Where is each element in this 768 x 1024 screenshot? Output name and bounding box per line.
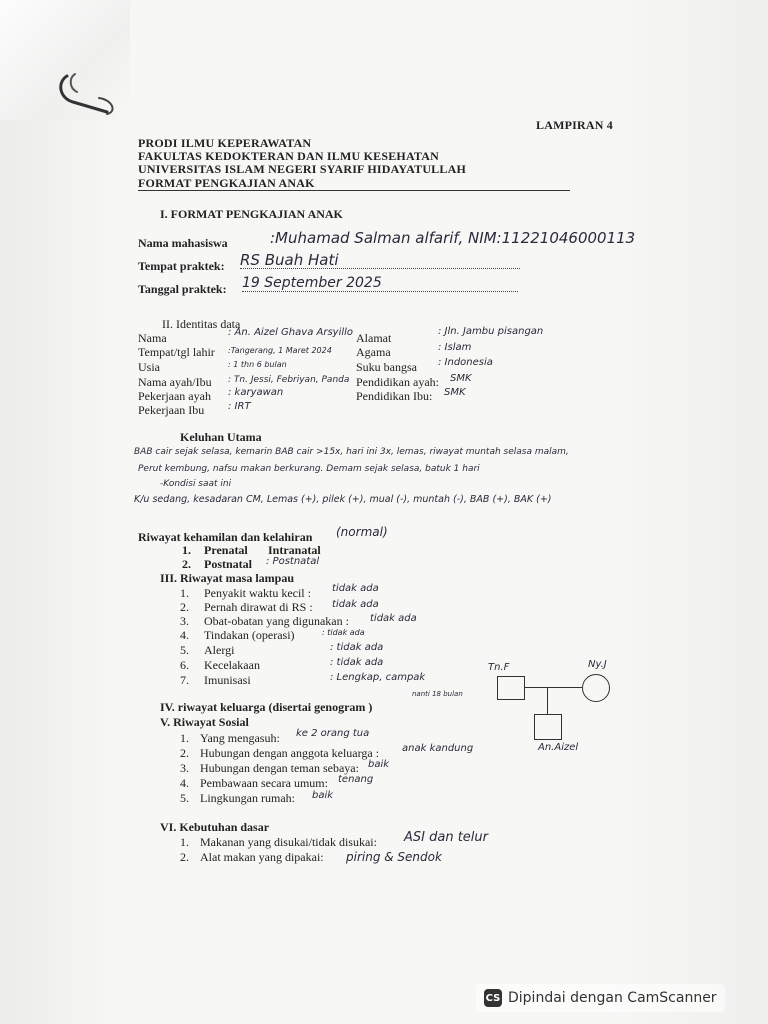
genogram-marriage-line bbox=[524, 687, 582, 688]
masa-lampau-value-5: : tidak ada bbox=[330, 642, 384, 653]
sosial-num-3: 3. bbox=[180, 761, 189, 775]
masa-lampau-value-1: tidak ada bbox=[332, 583, 379, 594]
identitas-usia-value: : 1 thn 6 bulan bbox=[228, 360, 287, 369]
keluhan-line2: Perut kembung, nafsu makan berkurang. Demam sejak selasa, batuk 1 hari bbox=[138, 464, 480, 474]
camscanner-text: Dipindai dengan CamScanner bbox=[508, 990, 717, 1006]
masa-lampau-value-2: tidak ada bbox=[332, 599, 379, 610]
kebutuhan-value-2: piring & Sendok bbox=[346, 850, 442, 864]
sosial-label-3: Hubungan dengan teman sebaya: bbox=[200, 761, 359, 775]
masa-lampau-label-4: Tindakan (operasi) bbox=[204, 628, 295, 642]
masa-lampau-label-5: Alergi bbox=[204, 643, 235, 657]
header-universitas: UNIVERSITAS ISLAM NEGERI SYARIF HIDAYATULLAH bbox=[138, 162, 466, 176]
kehamilan-title: Riwayat kehamilan dan kelahiran bbox=[138, 530, 313, 544]
masa-lampau-num-2: 2. bbox=[180, 600, 189, 614]
masa-lampau-value-3: tidak ada bbox=[370, 613, 417, 624]
identitas-agama-label: Agama bbox=[356, 345, 391, 359]
identitas-pek-ayah-value: : karyawan bbox=[228, 387, 284, 398]
identitas-nama-value: : An. Aizel Ghava Arsyillo bbox=[228, 327, 354, 338]
sosial-label-2: Hubungan dengan anggota keluarga : bbox=[200, 746, 380, 760]
sosial-label-4: Pembawaan secara umum: bbox=[200, 776, 328, 790]
masa-lampau-num-5: 5. bbox=[180, 643, 189, 657]
masa-lampau-label-6: Kecelakaan bbox=[204, 658, 260, 672]
identitas-pend-ayah-value: SMK bbox=[450, 373, 472, 384]
kehamilan-postnatal-value: : Postnatal bbox=[266, 556, 320, 567]
camscanner-watermark bbox=[476, 984, 725, 1012]
identitas-suku-value: : Indonesia bbox=[438, 357, 493, 368]
identitas-pend-ayah-label: Pendidikan ayah: bbox=[356, 375, 439, 389]
tempat-praktek-value: RS Buah Hati bbox=[240, 251, 339, 269]
kehamilan-item2-num: 2. bbox=[182, 557, 191, 571]
genogram-mother-label: Ny.J bbox=[588, 659, 607, 670]
identitas-pend-ibu-value: SMK bbox=[444, 387, 466, 398]
keluhan-title: Keluhan Utama bbox=[180, 430, 262, 444]
identitas-alamat-label: Alamat bbox=[356, 331, 392, 345]
sosial-value-5: baik bbox=[312, 790, 334, 801]
identitas-pek-ibu-value: : IRT bbox=[228, 401, 251, 412]
genogram-father-box bbox=[497, 676, 525, 700]
identitas-ortu-label: Nama ayah/Ibu bbox=[138, 375, 212, 389]
identitas-alamat-value: : Jln. Jambu pisangan bbox=[438, 326, 544, 337]
genogram-mother-circle bbox=[582, 674, 610, 702]
masa-lampau-num-7: 7. bbox=[180, 673, 189, 687]
section1-title: I. FORMAT PENGKAJIAN ANAK bbox=[160, 207, 343, 221]
masa-lampau-label-7: Imunisasi bbox=[204, 673, 251, 687]
masa-lampau-label-3: Obat-obatan yang digunakan : bbox=[204, 614, 349, 628]
kehamilan-prenatal: Prenatal bbox=[204, 543, 248, 557]
identitas-ttl-label: Tempat/tgl lahir bbox=[138, 345, 215, 359]
kebutuhan-title: VI. Kebutuhan dasar bbox=[160, 820, 270, 834]
kebutuhan-label-1: Makanan yang disukai/tidak disukai: bbox=[200, 835, 377, 849]
identitas-ttl-value: :Tangerang, 1 Maret 2024 bbox=[228, 346, 332, 355]
identitas-pek-ayah-label: Pekerjaan ayah bbox=[138, 389, 211, 403]
identitas-pend-ibu-label: Pendidikan Ibu: bbox=[356, 389, 433, 403]
identitas-agama-value: : Islam bbox=[438, 342, 472, 353]
tempat-dots bbox=[240, 268, 520, 269]
masa-lampau-num-6: 6. bbox=[180, 658, 189, 672]
masa-lampau-value-6: : tidak ada bbox=[330, 657, 384, 668]
kehamilan-note: (normal) bbox=[336, 525, 388, 539]
tanggal-praktek-value: 19 September 2025 bbox=[242, 275, 382, 291]
masa-lampau-label-1: Penyakit waktu kecil : bbox=[204, 586, 311, 600]
identitas-nama-label: Nama bbox=[138, 331, 167, 345]
kehamilan-item1-num: 1. bbox=[182, 543, 191, 557]
tempat-praktek-label: Tempat praktek: bbox=[138, 259, 225, 273]
sosial-num-4: 4. bbox=[180, 776, 189, 790]
tanggal-praktek-label: Tanggal praktek: bbox=[138, 282, 227, 296]
sosial-value-1: ke 2 orang tua bbox=[296, 728, 370, 739]
identitas-pek-ibu-label: Pekerjaan Ibu bbox=[138, 403, 205, 417]
genogram-child-box bbox=[534, 714, 562, 740]
genogram-child-label: An.Aizel bbox=[538, 742, 579, 753]
masa-lampau-value-7b: nanti 18 bulan bbox=[412, 690, 463, 698]
keluhan-line4: K/u sedang, kesadaran CM, Lemas (+), pilek (+), mual (-), muntah (-), BAB (+), BAK (+) bbox=[134, 494, 552, 505]
genogram-descent-line bbox=[547, 688, 548, 714]
keluhan-line3: -Kondisi saat ini bbox=[160, 479, 232, 489]
sosial-num-1: 1. bbox=[180, 731, 189, 745]
nama-mahasiswa-label: Nama mahasiswa bbox=[138, 236, 228, 250]
sosial-label-1: Yang mengasuh: bbox=[200, 731, 280, 745]
sosial-num-5: 5. bbox=[180, 791, 189, 805]
identitas-title: II. Identitas data bbox=[162, 317, 241, 331]
masa-lampau-num-1: 1. bbox=[180, 586, 189, 600]
masa-lampau-num-3: 3. bbox=[180, 614, 189, 628]
masa-lampau-label-2: Pernah dirawat di RS : bbox=[204, 600, 313, 614]
lampiran-label: LAMPIRAN 4 bbox=[536, 118, 613, 132]
header-fakultas: FAKULTAS KEDOKTERAN DAN ILMU KESEHATAN bbox=[138, 149, 439, 163]
keluhan-line1: BAB cair sejak selasa, kemarin BAB cair >15x, hari ini 3x, lemas, riwayat muntah selasa malam, bbox=[134, 447, 569, 457]
tanggal-dots bbox=[242, 291, 518, 292]
sosial-title: V. Riwayat Sosial bbox=[160, 715, 249, 729]
header-prodi: PRODI ILMU KEPERAWATAN bbox=[138, 136, 312, 150]
kebutuhan-value-1: ASI dan telur bbox=[404, 830, 488, 845]
sosial-num-2: 2. bbox=[180, 746, 189, 760]
identitas-usia-label: Usia bbox=[138, 360, 160, 374]
header-format: FORMAT PENGKAJIAN ANAK bbox=[138, 176, 315, 190]
sosial-label-5: Lingkungan rumah: bbox=[200, 791, 295, 805]
masa-lampau-value-7: : Lengkap, campak bbox=[330, 672, 426, 683]
kebutuhan-label-2: Alat makan yang dipakai: bbox=[200, 850, 324, 864]
kebutuhan-num-2: 2. bbox=[180, 850, 189, 864]
sosial-value-4: tenang bbox=[338, 774, 374, 785]
nama-mahasiswa-value: :Muhamad Salman alfarif, NIM:11221046000113 bbox=[270, 229, 636, 247]
masa-lampau-title: III. Riwayat masa lampau bbox=[160, 571, 295, 585]
kehamilan-postnatal-label: Postnatal bbox=[204, 557, 252, 571]
paper-clip-icon bbox=[55, 68, 125, 118]
genogram-father-label: Tn.F bbox=[488, 662, 510, 673]
header-underline bbox=[138, 190, 570, 191]
camscanner-icon: CS bbox=[484, 989, 502, 1007]
kebutuhan-num-1: 1. bbox=[180, 835, 189, 849]
identitas-ortu-value: : Tn. Jessi, Febriyan, Panda bbox=[228, 375, 350, 385]
identitas-suku-label: Suku bangsa bbox=[356, 360, 417, 374]
sosial-value-2: anak kandung bbox=[402, 743, 474, 754]
keluarga-title: IV. riwayat keluarga (disertai genogram ) bbox=[160, 700, 373, 714]
masa-lampau-num-4: 4. bbox=[180, 628, 189, 642]
sosial-value-3: baik bbox=[368, 759, 390, 770]
kehamilan-intranatal: Intranatal bbox=[268, 543, 321, 557]
masa-lampau-value-4: : tidak ada bbox=[322, 628, 365, 637]
